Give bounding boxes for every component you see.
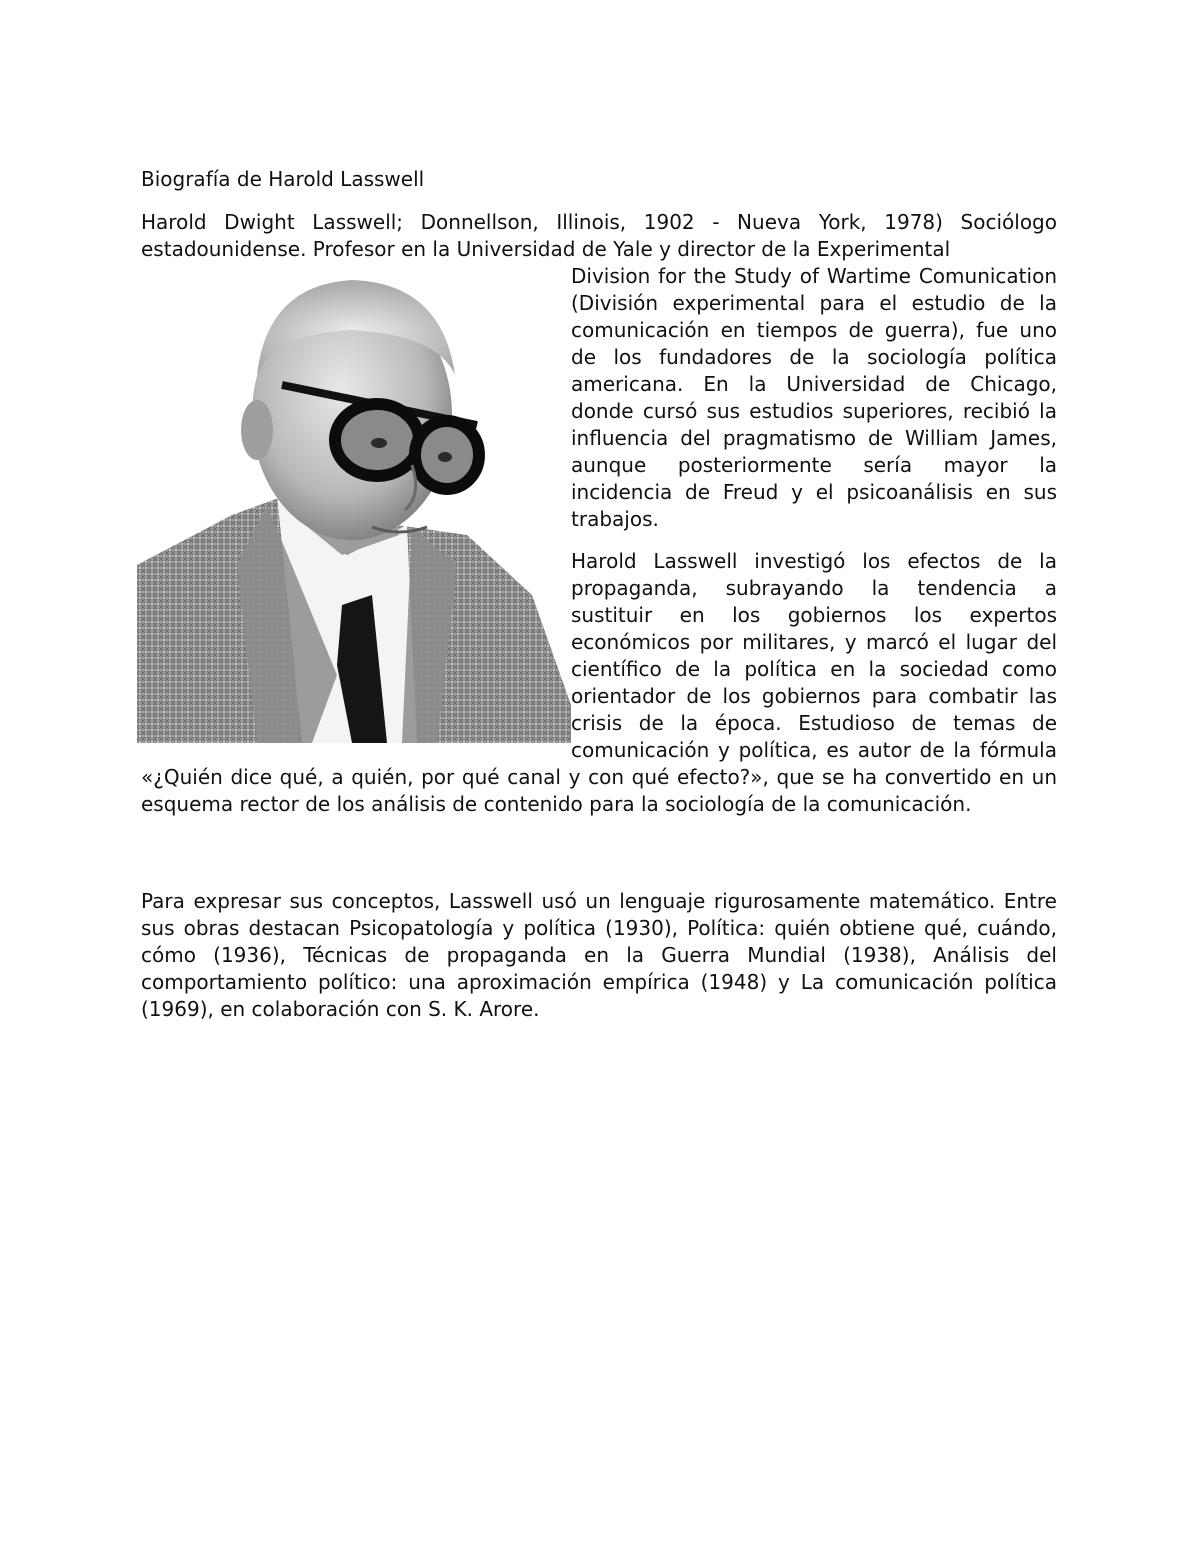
paragraph-2: Harold Lasswell investigó los efectos de la propaganda, subrayando la tendencia a sustituir en los gobiernos los expertos económicos por militares, y marcó el lugar del científico de la política en la sociedad como orientador de los gobiernos para combatir las crisis de la época. Estudioso de temas de comunicación y política, es autor de la fórmula «¿Quién dice qué, a quién, por qué canal y con qué efecto?», que se ha convertido en un esquema rector de los análisis de contenido para la sociología de la comunicación. [141, 549, 1057, 816]
document-title: Biografía de Harold Lasswell [141, 167, 425, 191]
paragraph-intro: Harold Dwight Lasswell; Donnellson, Illinois, 1902 - Nueva York, 1978) Sociólogo estadounidense. Profesor en la Universidad de Yale y director de la Experimental [141, 210, 1057, 261]
paragraph-3: Para expresar sus conceptos, Lasswell usó un lenguaje rigurosamente matemático. Entre sus obras destacan Psicopatología y política (1930), Política: quién obtiene qué, cuándo, cómo (1936), Técnicas de propaganda en la Guerra Mundial (1938), Análisis del comportamiento político: una aproximación empírica (1948) y La comunicación política (1969), en colaboración con S. K. Arore. [141, 889, 1057, 1021]
portrait-photo [137, 265, 571, 743]
paragraph-1-continued: Division for the Study of Wartime Comunication (División experimental para el estudio de la comunicación en tiempos de guerra), fue uno de los fundadores de la sociología política americana. En la Universidad de Chicago, donde cursó sus estudios superiores, recibió la influencia del pragmatismo de William James, aunque posteriormente sería mayor la incidencia de Freud y el psicoanálisis en sus trabajos. [571, 264, 1057, 531]
document-page [141, 166, 1057, 1038]
